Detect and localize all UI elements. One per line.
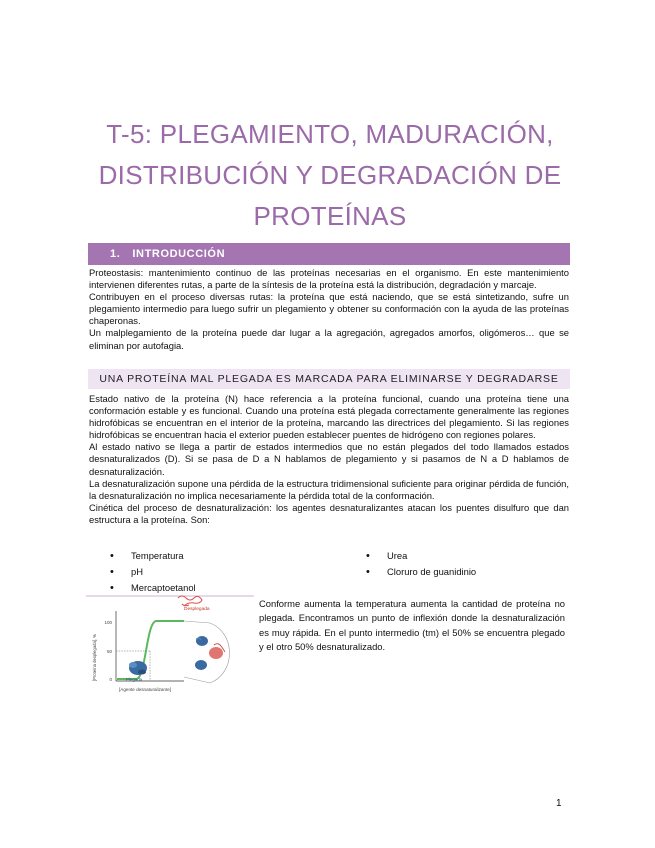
section-heading-introduccion	[88, 243, 570, 265]
label-plegada: Plegada	[126, 677, 143, 682]
page-number: 1	[556, 798, 562, 809]
page-title	[60, 114, 600, 237]
intro-paragraph: Contribuyen en el proceso diversas rutas: la proteína que está naciendo, que se está sintetizando, sufre un plegamiento intermedio para luego sufrir un plegamiento y obtener su conformación con la ayuda de las proteínas chaperonas.	[89, 291, 569, 327]
tick-label-100: 100	[104, 620, 112, 625]
body-text	[89, 393, 569, 526]
zoom-line-bottom	[184, 677, 210, 683]
denaturation-figure	[86, 593, 254, 698]
section-number: 1.	[110, 248, 121, 260]
list-item: • Cloruro de guanidinio	[366, 564, 476, 580]
denaturation-curve	[117, 621, 184, 679]
list-item: • pH	[110, 564, 196, 580]
list-item: • Urea	[366, 548, 476, 564]
agents-list-right	[366, 548, 476, 580]
x-axis-label: [Agente desnaturalizante]	[119, 687, 172, 692]
y-axis-label: [Proteína desplegada], %	[92, 633, 97, 681]
section-title: INTRODUCCIÓN	[132, 248, 226, 260]
body-paragraph: Estado nativo de la proteína (N) hace referencia a la proteína funcional, cuando una proteína tiene una conformación estable y es funcional. Cuando una proteína está plegada correctamente generalmente las regiones hidrofóbicas se encuentran en el interior de la proteína, marcando las directrices del plegamiento. Si las regiones hidrofóbicas se encuentran hacia el exterior pueden establecer puentes de hidrógeno con regiones polares.	[89, 393, 569, 441]
agents-list-left	[110, 548, 196, 596]
unfolded-protein-icon	[178, 596, 202, 606]
title-line-3: PROTEÍNAS	[253, 201, 407, 231]
body-paragraph: Al estado nativo se llega a partir de estados intermedios que no están plegados del todo llamados estados desnaturalizados (D). Si se pasa de D a N hablamos de plegamiento y si pasamos de N a D hablamos de desnaturalización.	[89, 441, 569, 477]
zoom-line-top	[184, 621, 210, 623]
tick-label-0: 0	[109, 677, 112, 682]
intro-text	[89, 267, 569, 352]
title-line-2: DISTRIBUCIÓN Y DEGRADACIÓN DE	[98, 160, 562, 190]
intro-paragraph: Un malplegamiento de la proteína puede dar lugar a la agregación, agregados amorfos, oligómeros… que se eliminan por autofagia.	[89, 327, 569, 351]
subsection-heading: UNA PROTEÍNA MAL PLEGADA ES MARCADA PARA ELIMINARSE Y DEGRADARSE	[88, 369, 570, 389]
body-paragraph: Cinética del proceso de desnaturalización: los agentes desnaturalizantes atacan los puentes disulfuro que dan estructura a la proteína. Son:	[89, 501, 569, 525]
title-line-1: T-5: PLEGAMIENTO, MADURACIÓN,	[106, 119, 554, 149]
body-paragraph: La desnaturalización supone una pérdida de la estructura tridimensional suficiente para originar pérdida de función, la desnaturalización no implica necesariamente la pérdida total de la conformación.	[89, 477, 569, 501]
intro-paragraph: Proteostasis: mantenimiento continuo de las proteínas necesarias en el organismo. En este mantenimiento intervienen diferentes rutas, a parte de la síntesis de la proteína está la distribución, degradación y marcaje.	[89, 267, 569, 291]
list-item: • Temperatura	[110, 548, 196, 564]
list-item: • Mercaptoetanol	[110, 580, 196, 596]
tick-label-50: 50	[106, 649, 112, 654]
label-desplegada: Desplegada	[184, 607, 210, 612]
folded-protein-icon	[129, 661, 147, 675]
intermediate-proteins-icon	[195, 636, 225, 670]
figure-caption: Conforme aumenta la temperatura aumenta la cantidad de proteína no plegada. Encontramos un punto de inflexión donde la desnaturalización es muy rápida. En el punto intermedio (tm) el 50% se encuentra plegado y el otro 50% desnaturalizado.	[259, 598, 565, 652]
